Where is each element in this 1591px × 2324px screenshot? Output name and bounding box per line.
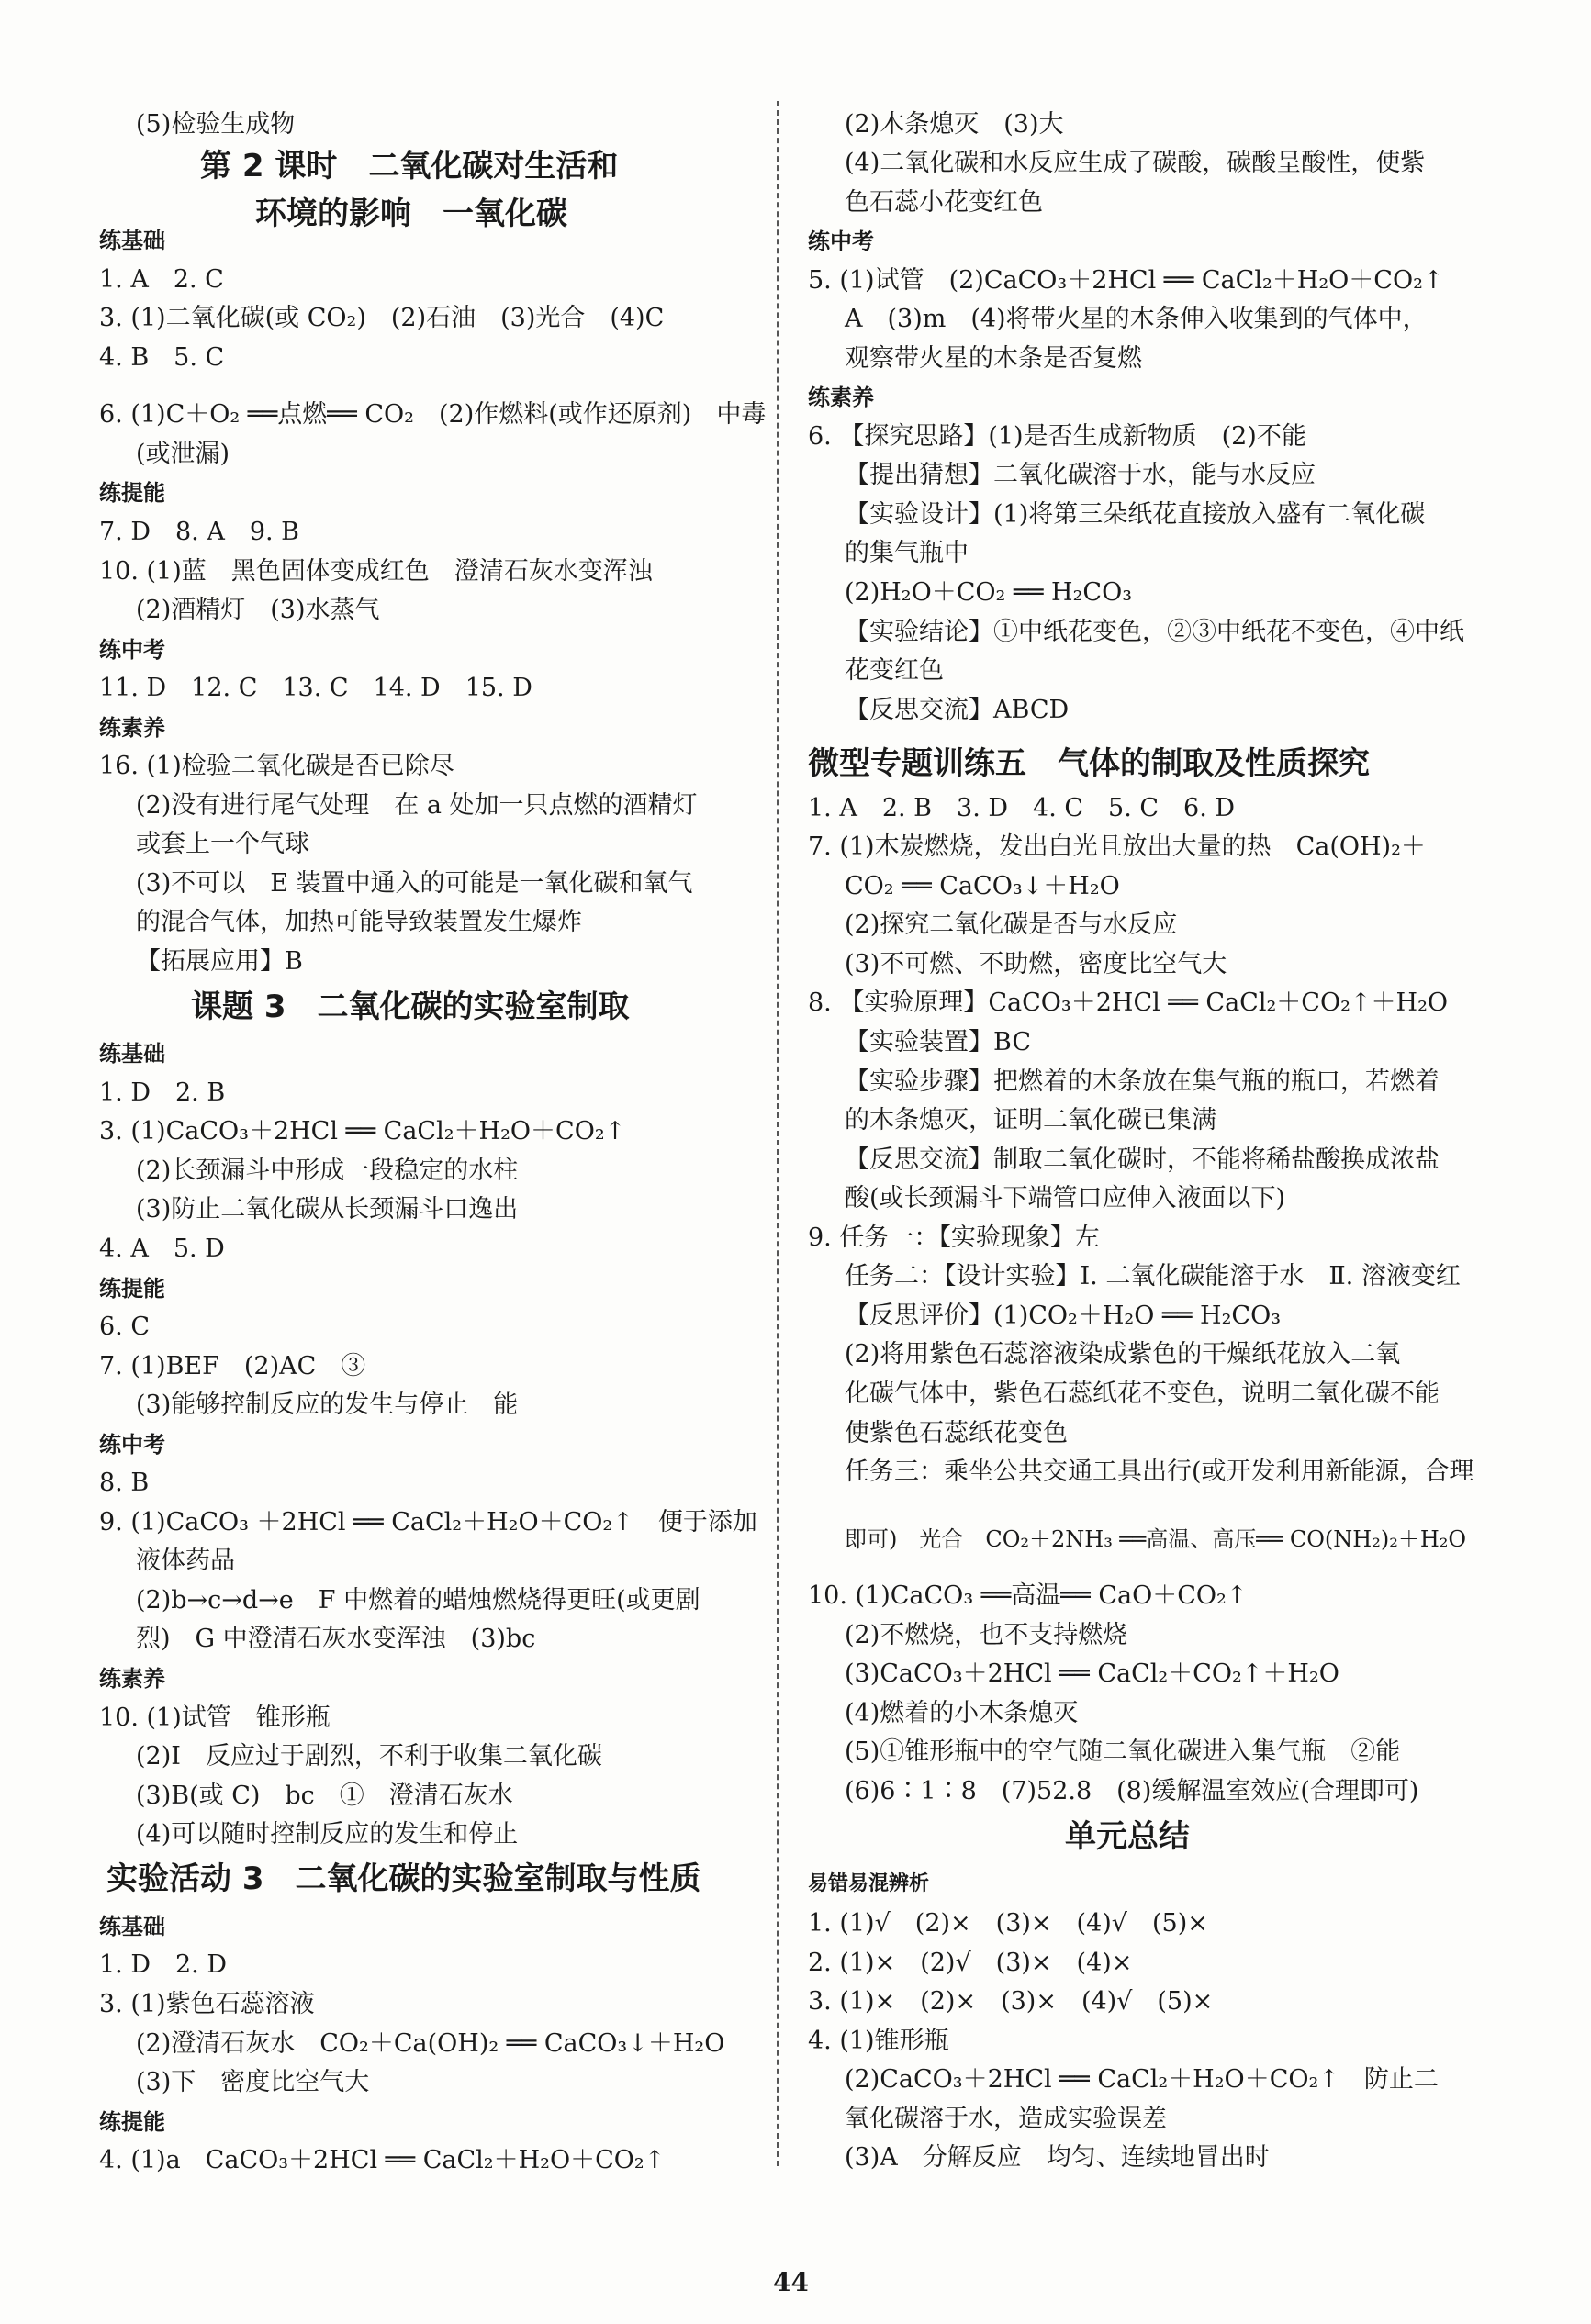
answer-line: 化碳气体中，紫色石蕊纸花不变色，说明二氧化碳不能 [845, 1380, 1440, 1408]
section-title: 微型专题训练五 气体的制取及性质探究 [808, 745, 1370, 782]
answer-line: 4. A 5. D [99, 1235, 225, 1263]
answer-line: (2)b→c→d→e F 中燃着的蜡烛燃烧得更旺(或更剧 [136, 1586, 700, 1615]
answer-line: 或套上一个气球 [136, 830, 309, 858]
answer-line: 【实验步骤】把燃着的木条放在集气瓶的瓶口，若燃着 [845, 1067, 1440, 1096]
answer-line: 2. (1)× (2)√ (3)× (4)× [808, 1949, 1133, 1977]
answer-line: (2)澄清石灰水 CO₂＋Ca(OH)₂ ══ CaCO₃↓＋H₂O [136, 2029, 725, 2058]
subsection-heading: 练素养 [99, 715, 165, 741]
answer-line: 6. 【探究思路】(1)是否生成新物质 (2)不能 [808, 422, 1306, 451]
answer-line: 8. 【实验原理】CaCO₃＋2HCl ══ CaCl₂＋CO₂↑＋H₂O [808, 989, 1449, 1017]
answer-line: 10. (1)蓝 黑色固体变成红色 澄清石灰水变浑浊 [99, 557, 653, 586]
answer-line: 1. (1)√ (2)× (3)× (4)√ (5)× [808, 1909, 1208, 1938]
answer-line: 7. D 8. A 9. B [99, 518, 300, 546]
answer-line: 【实验结论】①中纸花变色，②③中纸花不变色，④中纸 [845, 618, 1464, 646]
answer-line: (2)没有进行尾气处理 在 a 处加一只点燃的酒精灯 [136, 791, 698, 820]
answer-line: (5)检验生成物 [136, 110, 296, 139]
answer-line: (3)能够控制反应的发生与停止 能 [136, 1391, 519, 1419]
subsection-heading: 练基础 [99, 228, 165, 253]
answer-line: 6. C [99, 1313, 151, 1341]
answer-line: 液体药品 [136, 1547, 235, 1575]
answer-line: 任务三：乘坐公共交通工具出行(或开发利用新能源，合理 [845, 1458, 1474, 1486]
answer-line: A (3)m (4)将带火星的木条伸入收集到的气体中， [845, 305, 1428, 333]
answer-line: (2)不燃烧，也不支持燃烧 [845, 1621, 1128, 1649]
answer-line: 【反思评价】(1)CO₂＋H₂O ══ H₂CO₃ [845, 1302, 1282, 1330]
answer-line: 3. (1)× (2)× (3)× (4)√ (5)× [808, 1987, 1214, 2016]
answer-line: (2)将用紫色石蕊溶液染成紫色的干燥纸花放入二氧 [845, 1340, 1401, 1369]
subsection-heading: 练素养 [808, 385, 874, 410]
answer-line: 7. (1)BEF (2)AC ③ [99, 1352, 366, 1380]
answer-line: 1. D 2. D [99, 1950, 227, 1979]
subsection-heading: 练基础 [99, 1914, 165, 1939]
answer-line: 【反思交流】ABCD [845, 696, 1070, 724]
answer-line: 使紫色石蕊纸花变色 [845, 1419, 1068, 1447]
answer-line: 酸(或长颈漏斗下端管口应伸入液面以下) [845, 1184, 1286, 1212]
answer-line: (2)H₂O＋CO₂ ══ H₂CO₃ [845, 578, 1133, 607]
answer-line: 9. 任务一：【实验现象】左 [808, 1223, 1100, 1252]
subsection-heading: 练基础 [99, 1041, 165, 1067]
answer-line: 的集气瓶中 [845, 539, 969, 567]
answer-line: 3. (1)紫色石蕊溶液 [99, 1990, 315, 2018]
answer-line: 色石蕊小花变红色 [845, 188, 1043, 217]
answer-line: 氧化碳溶于水，造成实验误差 [845, 2105, 1167, 2133]
answer-line: 观察带火星的木条是否复燃 [845, 344, 1142, 373]
subsection-heading: 练素养 [99, 1666, 165, 1692]
answer-line: (4)燃着的小木条熄灭 [845, 1699, 1079, 1727]
answer-line: (2)酒精灯 (3)水蒸气 [136, 596, 380, 624]
subsection-heading: 练提能 [99, 1276, 165, 1302]
answer-line: 4. (1)锥形瓶 [808, 2027, 949, 2055]
section-title: 实验活动 3 二氧化碳的实验室制取与性质 [106, 1860, 701, 1897]
section-title: 课题 3 二氧化碳的实验室制取 [191, 989, 630, 1025]
column-divider [777, 101, 779, 2166]
answer-line: (3)下 密度比空气大 [136, 2068, 370, 2096]
answer-line: (3)A 分解反应 均匀、连续地冒出时 [845, 2143, 1270, 2172]
answer-line: 11. D 12. C 13. C 14. D 15. D [99, 674, 532, 702]
answer-line: 1. A 2. B 3. D 4. C 5. C 6. D [808, 794, 1236, 822]
answer-line: (6)6∶1∶8 (7)52.8 (8)缓解温室效应(合理即可) [845, 1777, 1419, 1805]
answer-line: 4. B 5. C [99, 343, 225, 372]
answer-line: 1. A 2. C [99, 265, 224, 294]
answer-line: 的木条熄灭，证明二氧化碳已集满 [845, 1106, 1216, 1134]
subsection-heading: 易错易混辨析 [808, 1872, 930, 1895]
answer-line: 10. (1)CaCO₃ ══高温══ CaO＋CO₂↑ [808, 1581, 1248, 1610]
answer-line: 5. (1)试管 (2)CaCO₃＋2HCl ══ CaCl₂＋H₂O＋CO₂↑ [808, 266, 1444, 295]
section-title: 环境的影响 一氧化碳 [255, 196, 567, 232]
answer-line: 7. (1)木炭燃烧，发出白光且放出大量的热 Ca(OH)₂＋ [808, 832, 1426, 861]
answer-line: 【实验装置】BC [845, 1028, 1032, 1056]
answer-line: CO₂ ══ CaCO₃↓＋H₂O [845, 872, 1120, 900]
answer-line: (2)长颈漏斗中形成一段稳定的水柱 [136, 1156, 519, 1185]
answer-line: 花变红色 [845, 656, 944, 685]
answer-line: (2)木条熄灭 (3)大 [845, 110, 1064, 139]
answer-line: (或泄漏) [136, 440, 230, 468]
section-title: 单元总结 [1065, 1818, 1190, 1855]
answer-line: 16. (1)检验二氧化碳是否已除尽 [99, 752, 454, 780]
subsection-heading: 练提能 [99, 2109, 165, 2135]
answer-line: (2)CaCO₃＋2HCl ══ CaCl₂＋H₂O＋CO₂↑ 防止二 [845, 2065, 1439, 2094]
subsection-heading: 练中考 [99, 637, 165, 663]
answer-line: 的混合气体，加热可能导致装置发生爆炸 [136, 908, 582, 936]
answer-line: 10. (1)试管 锥形瓶 [99, 1704, 331, 1732]
answer-line: (5)①锥形瓶中的空气随二氧化碳进入集气瓶 ②能 [845, 1737, 1401, 1766]
answer-line: (3)防止二氧化碳从长颈漏斗口逸出 [136, 1195, 519, 1223]
answer-line: 【反思交流】制取二氧化碳时，不能将稀盐酸换成浓盐 [845, 1145, 1440, 1174]
answer-line: 4. (1)a CaCO₃＋2HCl ══ CaCl₂＋H₂O＋CO₂↑ [99, 2146, 666, 2174]
answer-line: (2)探究二氧化碳是否与水反应 [845, 911, 1178, 939]
answer-line: (3)不可燃、不助燃，密度比空气大 [845, 950, 1227, 978]
answer-line: 烈) G 中澄清石灰水变浑浊 (3)bc [136, 1625, 536, 1653]
answer-line: 3. (1)CaCO₃＋2HCl ══ CaCl₂＋H₂O＋CO₂↑ [99, 1117, 626, 1145]
answer-line: (2)Ⅰ 反应过于剧烈，不利于收集二氧化碳 [136, 1742, 602, 1771]
answer-line: 【提出猜想】二氧化碳溶于水，能与水反应 [845, 461, 1316, 489]
answer-line: 即可) 光合 CO₂＋2NH₃ ══高温、高压══ CO(NH₂)₂＋H₂O [845, 1526, 1467, 1552]
subsection-heading: 练中考 [99, 1432, 165, 1458]
subsection-heading: 练提能 [99, 480, 165, 506]
answer-line: (3)B(或 C) bc ① 澄清石灰水 [136, 1782, 513, 1810]
answer-line: (4)二氧化碳和水反应生成了碳酸，碳酸呈酸性，使紫 [845, 149, 1426, 177]
answer-line: 3. (1)二氧化碳(或 CO₂) (2)石油 (3)光合 (4)C [99, 304, 665, 332]
page-number: 44 [773, 2267, 809, 2297]
answer-line: 6. (1)C＋O₂ ══点燃══ CO₂ (2)作燃料(或作还原剂) 中毒 [99, 400, 767, 429]
answer-line: 1. D 2. B [99, 1078, 226, 1107]
answer-line: 8. B [99, 1469, 150, 1497]
answer-line: 任务二：【设计实验】Ⅰ. 二氧化碳能溶于水 Ⅱ. 溶液变红 [845, 1262, 1461, 1290]
section-title: 第 2 课时 二氧化碳对生活和 [200, 148, 619, 184]
answer-line: 9. (1)CaCO₃ ＋2HCl ══ CaCl₂＋H₂O＋CO₂↑ 便于添加 [99, 1508, 757, 1536]
subsection-heading: 练中考 [808, 229, 874, 254]
answer-line: (3)不可以 E 装置中通入的可能是一氧化碳和氧气 [136, 869, 693, 898]
answer-line: (3)CaCO₃＋2HCl ══ CaCl₂＋CO₂↑＋H₂O [845, 1659, 1339, 1688]
answer-line: 【拓展应用】B [136, 947, 303, 976]
answer-line: 【实验设计】(1)将第三朵纸花直接放入盛有二氧化碳 [845, 500, 1426, 529]
answer-line: (4)可以随时控制反应的发生和停止 [136, 1820, 519, 1849]
